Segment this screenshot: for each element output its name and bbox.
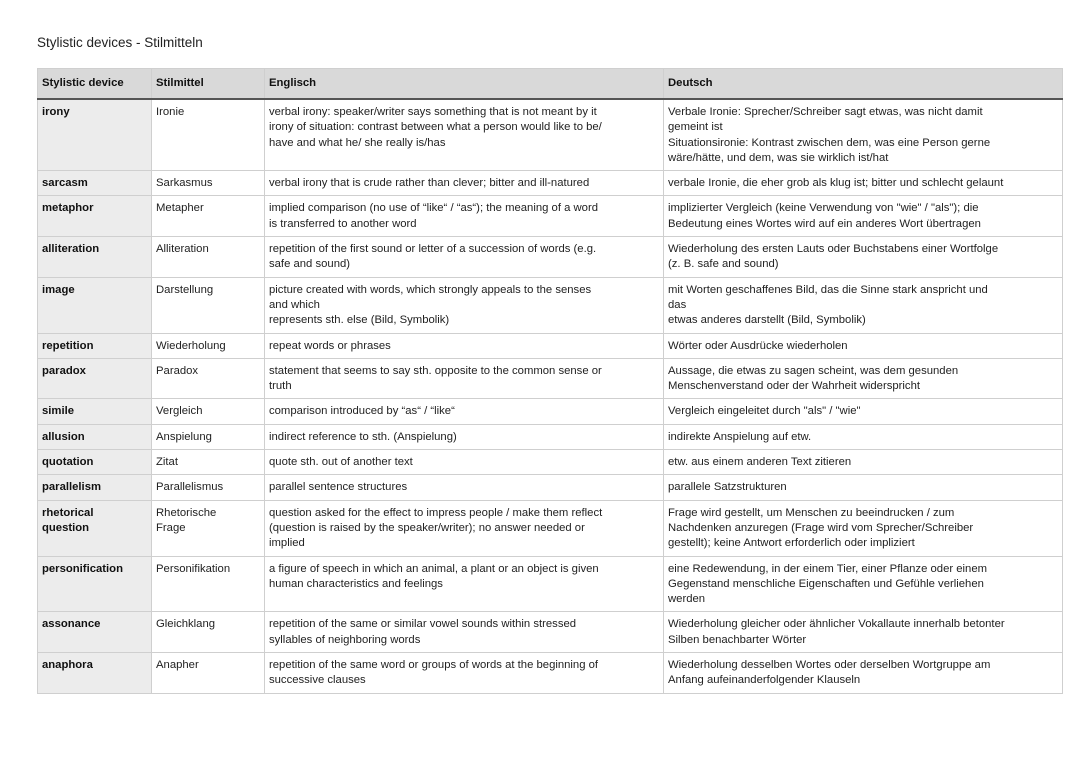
cell-stylistic-device: paradox — [38, 358, 152, 399]
cell-deutsch — [664, 399, 1063, 424]
cell-deutsch — [664, 612, 1063, 653]
cell-line: Verbale Ironie: Sprecher/Schreiber sagt etwas, was nicht damit — [668, 106, 983, 118]
cell-line: werden — [668, 593, 706, 606]
cell-line: Silben benachbarter Wörter — [668, 633, 807, 646]
cell-englisch — [265, 99, 664, 171]
page-title: Stylistic devices - Stilmitteln — [37, 35, 203, 50]
cell-deutsch — [664, 171, 1063, 196]
cell-line: etwas anderes darstellt (Bild, Symbolik) — [668, 314, 866, 327]
cell-stylistic-device: simile — [38, 399, 152, 424]
cell-deutsch — [664, 450, 1063, 475]
cell-line: question asked for the effect to impress people / make them reflect — [269, 506, 603, 519]
cell-stilmittel: Wiederholung — [152, 333, 265, 358]
cell-line: etw. aus einem anderen Text zitieren — [668, 456, 852, 469]
cell-line: repeat words or phrases — [269, 339, 391, 352]
cell-stilmittel: Paradox — [152, 358, 265, 399]
cell-line: Vergleich eingeleitet durch "als" / "wie" — [668, 405, 861, 418]
table-row — [38, 358, 1063, 399]
cell-stilmittel: Ironie — [152, 99, 265, 171]
cell-stylistic-device: allusion — [38, 424, 152, 449]
cell-line: syllables of neighboring words — [269, 633, 421, 646]
cell-stylistic-device — [38, 500, 152, 556]
cell-stylistic-device: repetition — [38, 333, 152, 358]
cell-line: Gegenstand menschliche Eigenschaften und Gefühle verliehen — [668, 577, 984, 590]
cell-line: implizierter Vergleich (keine Verwendung von "wie" / "als"); die — [668, 202, 979, 215]
cell-line: repetition of the same word or groups of words at the beginning of — [269, 659, 599, 672]
cell-englisch — [265, 612, 664, 653]
cell-stylistic-device: alliteration — [38, 237, 152, 278]
cell-deutsch — [664, 556, 1063, 612]
cell-englisch — [265, 358, 664, 399]
cell-deutsch — [664, 653, 1063, 694]
cell-deutsch — [664, 99, 1063, 171]
cell-line: implied — [269, 537, 305, 550]
cell-line: picture created with words, which strongly appeals to the senses — [269, 283, 592, 296]
cell-stilmittel: Anapher — [152, 653, 265, 694]
cell-line: verbal irony that is crude rather than clever; bitter and ill-natured — [269, 177, 590, 190]
cell-line: indirekte Anspielung auf etw. — [668, 430, 812, 443]
cell-line: (z. B. safe and sound) — [668, 258, 779, 271]
cell-line: verbal irony: speaker/writer says something that is not meant by it — [269, 106, 597, 118]
cell-deutsch — [664, 424, 1063, 449]
cell-englisch — [265, 237, 664, 278]
cell-line: quote sth. out of another text — [269, 456, 413, 469]
cell-line: (question is raised by the speaker/writer); no answer needed or — [269, 521, 585, 534]
cell-line: a figure of speech in which an animal, a plant or an object is given — [269, 562, 599, 575]
cell-stilmittel: Anspielung — [152, 424, 265, 449]
cell-deutsch — [664, 333, 1063, 358]
cell-stylistic-device: irony — [38, 99, 152, 171]
cell-line: comparison introduced by “as“ / “like“ — [269, 405, 455, 418]
cell-stylistic-device: sarcasm — [38, 171, 152, 196]
cell-englisch — [265, 333, 664, 358]
cell-line: repetition of the first sound or letter of a succession of words (e.g. — [269, 243, 597, 256]
cell-line: represents sth. else (Bild, Symbolik) — [269, 314, 450, 327]
cell-line: rhetorical — [42, 506, 94, 519]
cell-line: eine Redewendung, in der einem Tier, einer Pflanze oder einem — [668, 562, 988, 575]
cell-englisch — [265, 399, 664, 424]
table-row — [38, 333, 1063, 358]
cell-line: indirect reference to sth. (Anspielung) — [269, 430, 457, 443]
cell-line: Frage — [156, 521, 186, 534]
table-row — [38, 277, 1063, 333]
cell-stilmittel: Vergleich — [152, 399, 265, 424]
table-row — [38, 556, 1063, 612]
cell-stylistic-device: anaphora — [38, 653, 152, 694]
cell-stylistic-device: assonance — [38, 612, 152, 653]
table-row — [38, 399, 1063, 424]
cell-deutsch — [664, 277, 1063, 333]
table-row — [38, 196, 1063, 237]
cell-deutsch — [664, 196, 1063, 237]
cell-line: Wörter oder Ausdrücke wiederholen — [668, 339, 848, 352]
cell-englisch — [265, 653, 664, 694]
cell-line: mit Worten geschaffenes Bild, das die Sinne stark anspricht und — [668, 283, 988, 296]
cell-line: Frage wird gestellt, um Menschen zu beeindrucken / zum — [668, 506, 955, 519]
cell-englisch — [265, 556, 664, 612]
cell-stilmittel: Gleichklang — [152, 612, 265, 653]
cell-line: Wiederholung des ersten Lauts oder Buchstabens einer Wortfolge — [668, 243, 999, 256]
cell-stylistic-device: personification — [38, 556, 152, 612]
cell-stylistic-device: image — [38, 277, 152, 333]
table-row — [38, 475, 1063, 500]
cell-line: Wiederholung gleicher oder ähnlicher Vokallaute innerhalb betonter — [668, 618, 1005, 631]
table-row — [38, 500, 1063, 556]
cell-deutsch — [664, 500, 1063, 556]
cell-line: truth — [269, 380, 292, 393]
cell-deutsch — [664, 237, 1063, 278]
header-stilmittel: Stilmittel — [152, 69, 265, 100]
cell-englisch — [265, 424, 664, 449]
table-row — [38, 171, 1063, 196]
cell-stilmittel: Parallelismus — [152, 475, 265, 500]
cell-line: statement that seems to say sth. opposite to the common sense or — [269, 364, 602, 377]
cell-stilmittel: Alliteration — [152, 237, 265, 278]
cell-line: Situationsironie: Kontrast zwischen dem, was eine Person gerne — [668, 136, 991, 149]
stylistic-devices-table — [37, 68, 1063, 694]
cell-stilmittel: Sarkasmus — [152, 171, 265, 196]
cell-englisch — [265, 277, 664, 333]
table-header-row — [38, 69, 1063, 100]
header-stylistic-device: Stylistic device — [38, 69, 152, 100]
cell-line: parallel sentence structures — [269, 481, 408, 494]
cell-stilmittel: Personifikation — [152, 556, 265, 612]
cell-englisch — [265, 171, 664, 196]
cell-line: have and what he/ she really is/has — [269, 136, 446, 149]
table-row — [38, 612, 1063, 653]
cell-line: safe and sound) — [269, 258, 351, 271]
cell-line: human characteristics and feelings — [269, 577, 443, 590]
cell-line: wäre/hätte, und dem, was sie wirklich ist/hat — [668, 151, 889, 164]
cell-stylistic-device: quotation — [38, 450, 152, 475]
cell-deutsch — [664, 358, 1063, 399]
cell-line: Wiederholung desselben Wortes oder derselben Wortgruppe am — [668, 659, 991, 672]
cell-deutsch — [664, 475, 1063, 500]
cell-stylistic-device: metaphor — [38, 196, 152, 237]
header-deutsch: Deutsch — [664, 69, 1063, 100]
cell-line: question — [42, 521, 90, 534]
cell-line: and which — [269, 298, 320, 311]
cell-englisch — [265, 500, 664, 556]
cell-englisch — [265, 196, 664, 237]
table-body — [38, 99, 1063, 693]
cell-line: is transferred to another word — [269, 217, 417, 230]
cell-line: Rhetorische — [156, 506, 217, 519]
table-row — [38, 237, 1063, 278]
cell-englisch — [265, 450, 664, 475]
cell-stilmittel: Zitat — [152, 450, 265, 475]
cell-line: gestellt); keine Antwort erforderlich oder impliziert — [668, 537, 915, 550]
cell-line: gemeint ist — [668, 121, 723, 134]
cell-stylistic-device: parallelism — [38, 475, 152, 500]
cell-line: repetition of the same or similar vowel sounds within stressed — [269, 618, 577, 631]
cell-line: Aussage, die etwas zu sagen scheint, was dem gesunden — [668, 364, 959, 377]
cell-line: Anfang aufeinanderfolgender Klauseln — [668, 674, 861, 687]
header-englisch: Englisch — [265, 69, 664, 100]
cell-line: successive clauses — [269, 674, 366, 687]
table-row — [38, 450, 1063, 475]
cell-line: verbale Ironie, die eher grob als klug ist; bitter und schlecht gelaunt — [668, 177, 1004, 190]
cell-line: das — [668, 298, 687, 311]
cell-line: Menschenverstand oder der Wahrheit widerspricht — [668, 380, 920, 393]
cell-stilmittel: Metapher — [152, 196, 265, 237]
cell-line: implied comparison (no use of “like“ / “as“); the meaning of a word — [269, 202, 599, 215]
cell-englisch — [265, 475, 664, 500]
table-row — [38, 424, 1063, 449]
cell-line: parallele Satzstrukturen — [668, 481, 787, 494]
cell-stilmittel: Darstellung — [152, 277, 265, 333]
cell-line: Nachdenken anzuregen (Frage wird vom Sprecher/Schreiber — [668, 521, 974, 534]
cell-line: irony of situation: contrast between what a person would like to be/ — [269, 121, 602, 134]
table-row — [38, 99, 1063, 171]
cell-line: Bedeutung eines Wortes wird auf ein anderes Wort übertragen — [668, 217, 981, 230]
cell-stilmittel — [152, 500, 265, 556]
table-row — [38, 653, 1063, 694]
